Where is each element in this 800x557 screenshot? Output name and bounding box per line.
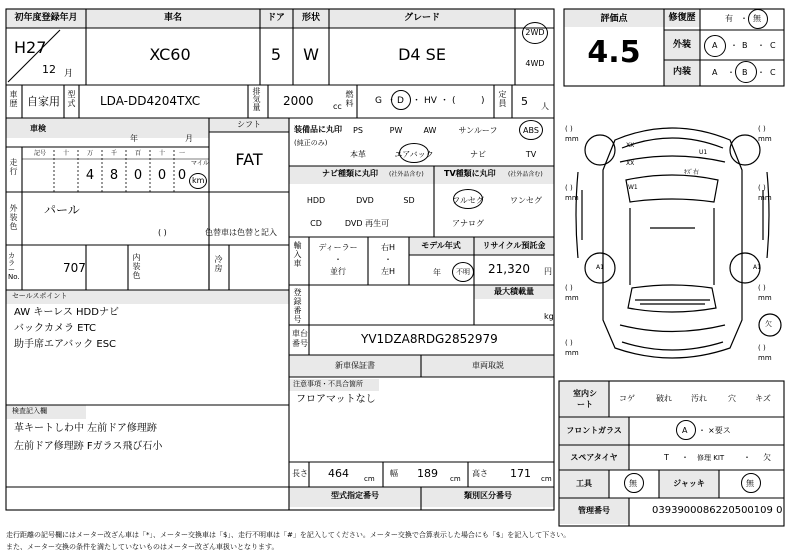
km-label: km [192,176,205,185]
svg-text:mm: mm [758,135,772,143]
notes-label: 注意事項・不具合箇所 [293,380,363,388]
equipment-label: 装備品に丸印 [294,125,342,134]
fuel-d: D [397,96,404,106]
diag-a1-left: A1 [596,264,604,271]
diag-a1-right: A1 [753,264,761,271]
shift-label: シフト [237,120,261,129]
color-no-value: 707 [63,261,86,275]
usage-value: 自家用 [27,95,60,108]
mgmt-label: 管理番号 [578,506,610,515]
mileage-digit: 0 [177,168,187,183]
max-load-label: 最大積載量 [494,287,534,296]
grade-label: グレード [403,13,441,23]
mileage-digit: 4 [85,168,95,183]
svg-text:( ): ( ) [565,339,573,347]
inspection-note-2: 左前ドア修理跡 Fガラス飛び石小 [14,441,163,452]
diag-ke: 欠 [765,320,772,328]
fuel-g: G [375,96,382,106]
shift-value: FAT [235,150,263,169]
vin-label: 車台番号 [292,329,308,348]
class-number-label: 類別区分番号 [464,491,512,500]
diag-kizu: ｷｽﾞ右 [684,169,700,176]
svg-text:( ): ( ) [758,125,766,133]
seat-label: 室内シート [573,389,597,409]
mileage-col-label: 十 [62,150,70,157]
mileage-label: 走行 [9,158,18,176]
mileage-digit: 0 [157,168,167,183]
mileage-col-label: 一 [178,150,186,157]
diag-xx-1: XX [626,142,635,149]
tools-label: 工具 [576,479,592,488]
mileage-col-label: 十 [158,150,166,157]
mileage-col-label: 万 [86,150,94,157]
color-value: パール [44,203,80,217]
svg-text:mm: mm [565,135,579,143]
svg-text:mm: mm [758,354,772,362]
door-label: ドア [267,13,285,23]
diag-u1: U1 [699,149,708,156]
capacity-unit: 人 [541,102,549,111]
import-label: 輸入車 [293,241,302,268]
rating-value: 4.5 [587,35,641,70]
svg-text:mm: mm [565,294,579,302]
inspection-note-1: 革キートしわ中 左前ドア修理跡 [14,423,157,434]
notes-text: フロアマットなし [296,394,376,405]
sales-line-1: AW キーレス HDDナビ [14,307,119,318]
spare-label: スペアタイヤ [570,453,618,462]
svg-text:( ): ( ) [565,184,573,192]
cooler-label: 冷房 [214,255,223,273]
height-value: 171 [510,467,531,480]
jack-value: 無 [746,479,754,488]
svg-text:( ): ( ) [565,125,573,133]
fuel-hv: HV [424,96,437,106]
jack-label: ジャッキ [673,479,705,488]
fuel-label: 燃料 [345,90,354,108]
warranty-label: 新車保証書 [335,361,375,370]
mileage-digit: 8 [109,168,119,183]
capacity-label: 定員 [498,90,507,108]
mile-label: マイル [191,160,209,167]
windshield-label: フロントガラス [566,426,622,435]
doors: 5 [270,45,282,64]
first-reg-era: H27 [14,38,47,57]
svg-text:mm: mm [565,349,579,357]
grade: D4 SE [398,45,446,64]
first-reg-month-unit: 月 [64,69,74,79]
repair-none: 無 [753,14,761,23]
color-note: 色替車は色替と記入 [205,228,277,237]
exterior-label: 外装 [672,40,692,50]
navi-label: ナビ種類に丸印 [322,169,378,178]
svg-text:mm: mm [758,194,772,202]
svg-text:mm: mm [758,294,772,302]
first-reg-month: 12 [42,63,56,76]
inspection-notes-label: 検査記入欄 [12,407,47,415]
mileage-col-label: 千 [110,150,118,157]
drive-4wd: 4WD [525,59,545,68]
sales-points-label: セールスポイント [12,292,68,300]
mileage-col-label: 百 [134,150,142,157]
tv-label: TV種類に丸印 [444,169,496,178]
diag-xx-2: XX [626,160,635,167]
length-value: 464 [328,467,349,480]
mgmt-value: 0393900086220500109 0 [652,505,783,516]
shape-label: 形状 [301,13,321,23]
registration-label: 登録番号 [293,288,302,324]
displacement-value: 2000 [283,94,314,108]
type-designation-label: 型式指定番号 [331,491,379,500]
tools-value: 無 [629,479,637,488]
shape: W [303,45,319,64]
capacity-value: 5 [521,95,528,108]
car-name-label: 車名 [163,13,183,23]
car-damage-diagram [560,110,790,375]
repair-label: 修復歴 [668,13,696,23]
model-label: 型式 [67,90,76,108]
color-no-label: カラーNo. [8,252,20,281]
svg-text:mm: mm [565,194,579,202]
car-name: XC60 [149,45,191,64]
model-value: LDA-DD4204TXC [100,94,201,108]
svg-text:( ): ( ) [758,184,766,192]
interior-color-label: 内装色 [132,253,141,280]
displacement-label: 排気量 [252,87,261,111]
displacement-unit: cc [333,102,342,111]
recycle-label: リサイクル預託金 [482,241,546,250]
equipment-sub: (純正のみ) [294,139,328,147]
mileage-digit: 0 [133,168,143,183]
color-label: 外装色 [9,204,18,231]
inspection-label: 車検 [30,124,46,133]
svg-text:( ): ( ) [758,344,766,352]
footer-line-2: また、メーター交換の条件を満たしていないものはメーター改ざん車扱いとなります。 [6,543,279,551]
rating-label: 評価点 [600,14,628,24]
recycle-value: 21,320 [488,262,530,276]
usage-label: 車歴 [9,90,18,108]
sales-line-3: 助手席エアバック ESC [14,339,117,350]
width-value: 189 [417,467,438,480]
vin-value: YV1DZA8RDG2852979 [361,332,498,346]
svg-text:( ): ( ) [565,284,573,292]
svg-text:( ): ( ) [758,284,766,292]
drive-2wd: 2WD [525,28,545,37]
diag-w1: W1 [628,184,638,191]
footer-line-1: 走行距離の記号欄にはメーター改ざん車は「*」、メーター交換車は「$」、走行不明車は「#」を記入してください。メーター交換で合算表示した場合にも「$」を記入して下さい。 [6,531,571,539]
model-year-label: モデル年式 [421,241,461,250]
interior-label: 内装 [672,67,692,77]
manual-label: 車両取説 [472,361,504,370]
first-reg-label: 初年度登録年月 [14,13,78,23]
mileage-col-label: 記号 [33,150,47,157]
sales-line-2: バックカメラ ETC [14,323,97,334]
